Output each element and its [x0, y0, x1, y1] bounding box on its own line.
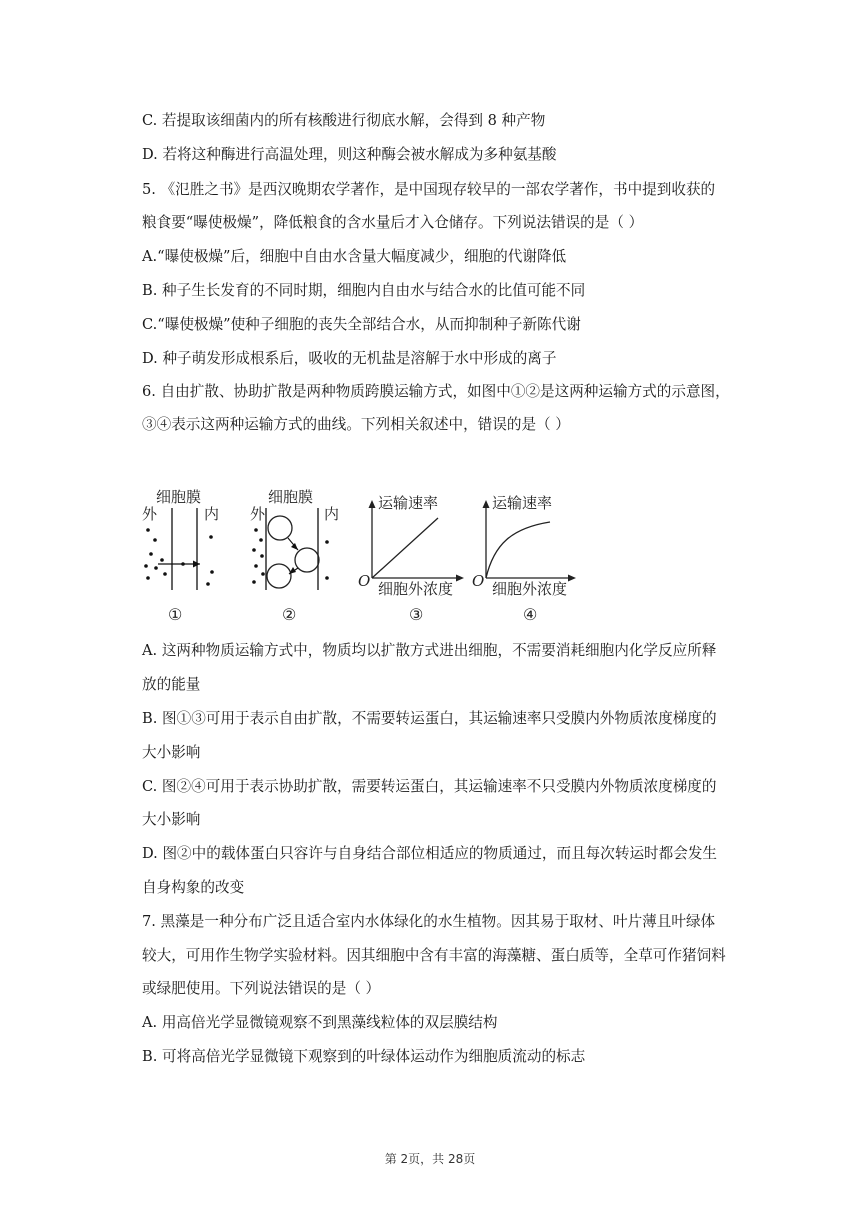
panel-linear-graph	[358, 494, 464, 624]
panel-label-3: ③	[409, 605, 424, 624]
question-6-option-c-1: C. 图②④可用于表示协助扩散，需要转运蛋白，其运输速率不只受膜内外物质浓度梯度的	[142, 778, 717, 795]
panel-free-diffusion	[142, 488, 219, 624]
y-axis-label-3: 运输速率	[378, 494, 439, 512]
saturation-curve	[486, 522, 550, 578]
question-5-stem-2: 粮食要“曝使极燥”，降低粮食的含水量后才入仓储存。下列说法错误的是（ ）	[142, 214, 644, 231]
question-6-stem-1: 6. 自由扩散、协助扩散是两种物质跨膜运输方式，如图中①②是这两种运输方式的示意图，	[142, 383, 730, 400]
y-axis-label-4: 运输速率	[492, 494, 553, 512]
origin-label-3: O	[358, 572, 371, 590]
linear-curve	[372, 518, 438, 578]
outside-label-1: 外	[142, 505, 158, 523]
panel-label-4: ④	[523, 605, 538, 624]
inside-label-1: 内	[204, 505, 220, 523]
option-c-bacteria: C. 若提取该细菌内的所有核酸进行彻底水解，会得到 8 种产物	[142, 112, 546, 129]
question-7-stem-2: 较大，可用作生物学实验材料。因其细胞中含有丰富的海藻糖、蛋白质等，全草可作猪饲料	[142, 947, 726, 964]
page-footer: 第 2页，共 28页	[384, 1152, 476, 1166]
carrier-protein	[295, 548, 319, 572]
transport-figure	[138, 482, 598, 630]
membrane-label-1: 细胞膜	[156, 488, 202, 506]
x-axis-label-4: 细胞外浓度	[492, 580, 568, 598]
question-6-option-d-1: D. 图②中的载体蛋白只容许与自身结合部位相适应的物质通过，而且每次转运时都会发生	[142, 845, 718, 862]
question-6-option-d-2: 自身构象的改变	[142, 879, 245, 896]
question-5-option-a: A.“曝使极燥”后，细胞中自由水含量大幅度减少，细胞的代谢降低	[142, 248, 567, 265]
panel-label-2: ②	[282, 605, 297, 624]
question-5-stem-1: 5. 《氾胜之书》是西汉晚期农学著作，是中国现存较早的一部农学著作，书中提到收获的	[142, 181, 716, 198]
question-6-stem-2: ③④表示这两种运输方式的曲线。下列相关叙述中，错误的是（ ）	[142, 416, 570, 433]
question-5-option-b: B. 种子生长发育的不同时期，细胞内自由水与结合水的比值可能不同	[142, 282, 586, 299]
question-6-option-b-1: B. 图①③可用于表示自由扩散，不需要转运蛋白，其运输速率只受膜内外物质浓度梯度的	[142, 710, 717, 727]
carrier-protein	[267, 564, 291, 588]
question-7-stem-1: 7. 黑藻是一种分布广泛且适合室内水体绿化的水生植物。因其易于取材、叶片薄且叶绿体	[142, 913, 716, 930]
outside-label-2: 外	[250, 505, 266, 523]
carrier-protein	[268, 516, 292, 540]
question-5-option-d: D. 种子萌发形成根系后，吸收的无机盐是溶解于水中形成的离子	[142, 350, 557, 367]
question-7-stem-3: 或绿肥使用。下列说法错误的是（ ）	[142, 980, 381, 997]
inside-label-2: 内	[324, 505, 340, 523]
question-6-option-b-2: 大小影响	[142, 744, 201, 761]
panel-saturation-graph	[472, 494, 576, 624]
transport-diagrams	[138, 482, 598, 630]
panel-facilitated-diffusion	[250, 488, 339, 624]
question-7-option-b: B. 可将高倍光学显微镜下观察到的叶绿体运动作为细胞质流动的标志	[142, 1048, 586, 1065]
question-5-option-c: C.“曝使极燥”使种子细胞的丧失全部结合水，从而抑制种子新陈代谢	[142, 316, 581, 333]
question-6-option-a-1: A. 这两种物质运输方式中，物质均以扩散方式进出细胞，不需要消耗细胞内化学反应所释	[142, 642, 717, 659]
x-axis-label-3: 细胞外浓度	[378, 580, 454, 598]
solute-particles	[144, 528, 214, 586]
option-d-enzyme: D. 若将这种酶进行高温处理，则这种酶会被水解成为多种氨基酸	[142, 146, 557, 163]
question-6-option-c-2: 大小影响	[142, 811, 201, 828]
question-6-option-a-2: 放的能量	[142, 676, 201, 693]
membrane-label-2: 细胞膜	[268, 488, 314, 506]
question-7-option-a: A. 用高倍光学显微镜观察不到黑藻线粒体的双层膜结构	[142, 1014, 498, 1031]
panel-label-1: ①	[168, 605, 183, 624]
origin-label-4: O	[472, 572, 485, 590]
